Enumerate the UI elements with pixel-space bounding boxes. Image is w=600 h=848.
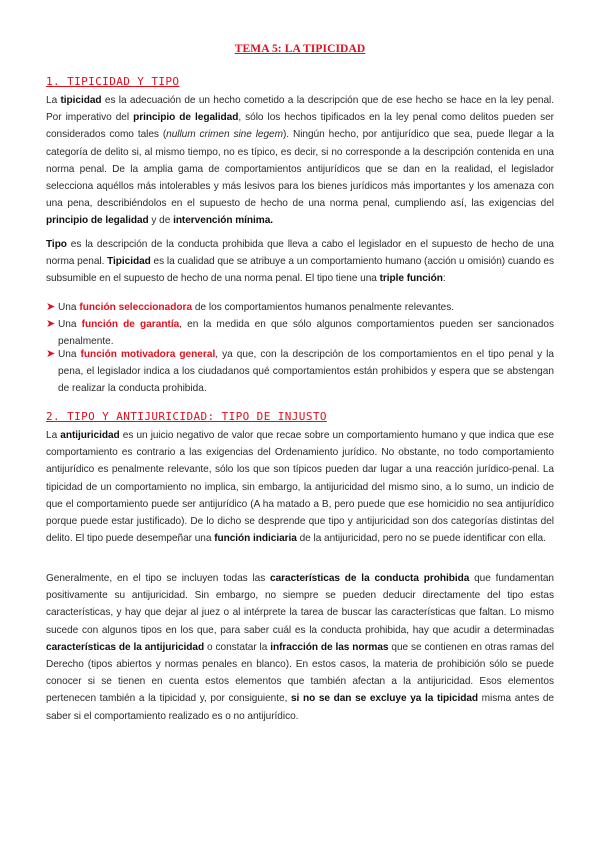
page-title: TEMA 5: LA TIPICIDAD	[234, 43, 366, 55]
arrow-bullet-icon: ➤	[46, 301, 56, 313]
arrow-bullet-icon: ➤	[46, 318, 56, 330]
document-page: TEMA 5: LA TIPICIDAD 1. TIPICIDAD Y TIPO La tipicidad es la adecuación de un hecho cometido a la descripción que de ese hecho se hace en la ley penal. Por imperativo del principio de legalidad, sólo los hechos tipificados en la ley penal como delitos pueden ser considerados como tales (nullum crimen sine legem). Ningún hecho, por antijurídico que sea, puede llegar a la categoría de delito si, al mismo tiempo, no es típico, es decir, si no corresponde a la descripción contenida en una norma penal. De la amplia gama de comportamientos antijurídicos que se dan en la realidad, el legislador selecciona aquéllos más intolerables y más lesivos para los bienes jurídicos más importantes y los amenaza con una pena, describiéndolos en el supuesto de hecho de una norma penal, cumpliendo así, las exigencias del principio de legalidad y de intervención mínima. Tipo es la descripción de la conducta prohibida que lleva a cabo el legislador en el supuesto de hecho de una norma penal. Tipicidad es la cualidad que se atribuye a un comportamiento humano (acción u omisión) cuando es subsumible en el supuesto de hecho de una norma penal. El tipo tiene una triple función: ➤ Una función seleccionadora de los comportamientos humanos penalmente relevantes. ➤ Una función de garantía, en la medida en que sólo algunos comportamientos pueden ser sancionados penalmente. ➤ Una función motivadora general, ya que, con la descripción de los comportamientos en el tipo penal y la pena, el legislador indica a los ciudadanos qué comportamientos están prohibidos y espera que se abstengan de realizar la conducta prohibida. 2. TIPO Y ANTIJURICIDAD: TIPO DE INJUSTO La antijuricidad es un juicio negativo de valor que recae sobre un comportamiento humano y que indica que ese comportamiento es contrario a las exigencias del Ordenamiento jurídico. No obstante, no todo comportamiento antijurídico es penalmente relevante, sólo los que son típicos pueden dar lugar a una reacción jurídico-penal. La tipicidad de un comportamiento no implica, sin embargo, la antijuricidad del mismo sino, a lo sumo, un indicio de que el comportamiento puede ser antijurídico (A ha matado a B, pero puede que ese homicidio no sea antijurídico porque puede estar justificado). De lo dicho se desprende que tipo y antijuricidad son dos categorías distintas del delito. El tipo puede desempeñar una función indiciaria de la antijuricidad, pero no se puede identificar con ella. Generalmente, en el tipo se incluyen todas las características de la conducta prohibida que fundamentan positivamente su antijuricidad. Sin embargo, no siempre se pueden deducir directamente del tipo estas características, y hay que dejar al juez o al intérprete la tarea de buscar las características que faltan. Lo mismo sucede con algunos tipos en los que, para saber cuál es la conducta prohibida, hay que acudir a determinadas características de la antijuricidad o constatar la infracción de las normas que se contienen en otras ramas del Derecho (tipos abiertos y normas penales en blanco). En estos casos, la materia de prohibición sólo se puede conocer si se tienen en cuenta estos elementos que también afectan a la antijuricidad. Esos elementos pertenecen también a la tipicidad y, por consiguiente, si no se dan se excluye ya la tipicidad misma antes de saber si el comportamiento realizado es o no antijurídico.	[0, 0, 600, 848]
section-1-heading: 1. TIPICIDAD Y TIPO	[46, 75, 180, 88]
section-2-paragraph-2: Generalmente, en el tipo se incluyen todas las características de la conducta prohibida que fundamentan positivamente su antijuricidad. Sin embargo, no siempre se pueden deducir directamente del tipo estas características, y hay que dejar al juez o al intérprete la tarea de buscar las características que faltan. Lo mismo sucede con algunos tipos en los que, para saber cuál es la conducta prohibida, hay que acudir a determinadas características de la antijuricidad o constatar la infracción de las normas que se contienen en otras ramas del Derecho (tipos abiertos y normas penales en blanco). En estos casos, la materia de prohibición sólo se puede conocer si se tienen en cuenta estos elementos que también afectan a la antijuricidad. Esos elementos pertenecen también a la tipicidad y, por consiguiente, si no se dan se excluye ya la tipicidad misma antes de saber si el comportamiento realizado es o no antijurídico.	[46, 573, 554, 722]
section-2-paragraph-1: La antijuricidad es un juicio negativo de valor que recae sobre un comportamiento humano y que indica que ese comportamiento es contrario a las exigencias del Ordenamiento jurídico. No obstante, no todo comportamiento antijurídico es penalmente relevante, sólo los que son típicos pueden dar lugar a una reacción jurídico-penal. La tipicidad de un comportamiento no implica, sin embargo, la antijuricidad del mismo sino, a lo sumo, un indicio de que el comportamiento puede ser antijurídico (A ha matado a B, pero puede que ese homicidio no sea antijurídico porque puede estar justificado). De lo dicho se desprende que tipo y antijuricidad son dos categorías distintas del delito. El tipo puede desempeñar una función indiciaria de la antijuricidad, pero no se puede identificar con ella.	[46, 430, 554, 545]
arrow-bullet-icon: ➤	[46, 348, 56, 360]
section-1-paragraph-2: Tipo es la descripción de la conducta prohibida que lleva a cabo el legislador en el supuesto de hecho de una norma penal. Tipicidad es la cualidad que se atribuye a un comportamiento humano (acción u omisión) cuando es subsumible en el supuesto de hecho de una norma penal. El tipo tiene una triple función:	[46, 239, 554, 285]
section-1-paragraph-1: La tipicidad es la adecuación de un hecho cometido a la descripción que de ese hecho se hace en la ley penal. Por imperativo del principio de legalidad, sólo los hechos tipificados en la ley penal como delitos pueden ser considerados como tales (nullum crimen sine legem). Ningún hecho, por antijurídico que sea, puede llegar a la categoría de delito si, al mismo tiempo, no es típico, es decir, si no corresponde a la descripción contenida en una norma penal. De la amplia gama de comportamientos antijurídicos que se dan en la realidad, el legislador selecciona aquéllos más intolerables y más lesivos para los bienes jurídicos más importantes y los amenaza con una pena, describiéndolos en el supuesto de hecho de una norma penal, cumpliendo así, las exigencias del principio de legalidad y de intervención mínima.	[46, 95, 554, 227]
section-2-heading: 2. TIPO Y ANTIJURICIDAD: TIPO DE INJUSTO	[46, 410, 327, 423]
